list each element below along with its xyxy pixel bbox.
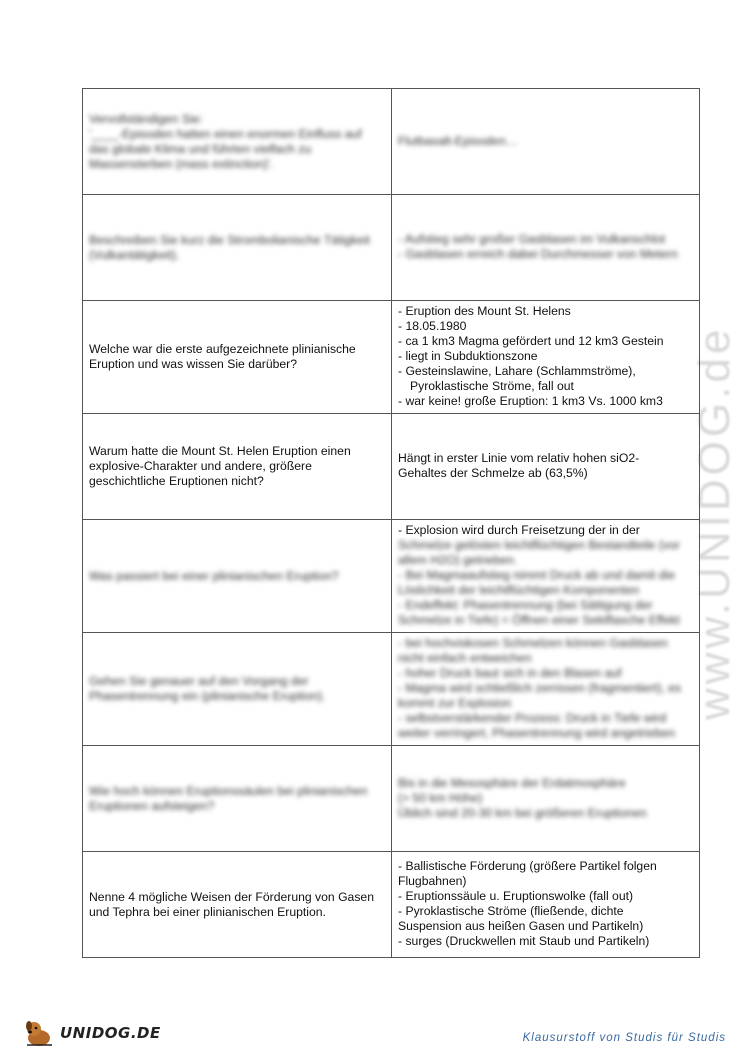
question-cell [83,414,392,520]
question-line: explosive-Charakter und andere, größere [89,459,312,473]
question-line: Beschreiben Sie kurz die Strombolianische Tätigkeit [89,232,370,247]
unidog-logo[interactable] [22,1018,161,1048]
answer-line: - war keine! große Eruption: 1 km3 Vs. 1000 km3 [398,394,663,408]
card-row [83,520,700,633]
logo-text: UNIDOG.DE [60,1024,161,1042]
answer-line: - Ballistische Förderung (größere Partikel folgen [398,859,657,873]
answer-line: Schmelze gelösten leichtflüchtigen Bestandteile (vor [398,538,680,552]
card-row [83,852,700,958]
answer-line: - Aufstieg sehr großer Gasblasen im Vulkanschlot [398,232,666,246]
dog-mascot-icon [22,1018,56,1048]
answer-line: allem H2O) getrieben. [398,553,518,567]
question-cell [83,852,392,958]
question-line: Warum hatte die Mount St. Helen Eruption einen [89,444,351,458]
answer-line: - Gesteinslawine, Lahare (Schlammströme), [398,364,636,378]
question-line: Phasentrennung ein (plinianische Eruption). [89,689,326,703]
answer-line: Gehaltes der Schmelze ab (63,5%) [398,466,588,480]
question-line: Massensterben (mass extinction)'. [89,156,274,171]
question-line: Eruptionen aufsteigen? [89,798,215,813]
answer-line: - bei hochviskosen Schmelzen können Gasblasen [398,636,668,650]
question-line: Gehen Sie genauer auf den Vorgang der [89,674,309,688]
question-line: '____-Episoden hatten einen enormen Einfluss auf [89,126,362,141]
question-line: Was passiert bei einer plinianischen Eruption? [89,568,339,583]
answer-line: - Pyroklastische Ströme (fließende, dichte [398,904,624,918]
flashcard-table [82,88,700,958]
question-cell [83,520,392,633]
answer-line: - liegt in Subduktionszone [398,349,538,363]
question-line: Eruption und was wissen Sie darüber? [89,357,297,371]
answer-line: Bis in die Mesosphäre der Erdatmosphäre [398,775,626,790]
answer-cell [392,520,700,633]
answer-line: kommt zur Explosion [398,696,512,710]
question-cell [83,633,392,746]
answer-cell [392,746,700,852]
question-line: Wie hoch können Eruptionssäulen bei plinianischen [89,783,368,798]
answer-line: - selbstverstärkender Prozess: Druck in Tiefe wird [398,711,667,725]
question-line: Welche war die erste aufgezeichnete plinianische [89,342,356,356]
question-cell [83,301,392,414]
question-line: geschichtliche Eruptionen nicht? [89,474,264,488]
card-row [83,195,700,301]
answer-line: - surges (Druckwellen mit Staub und Partikeln) [398,934,650,948]
answer-line: - Bei Magmaaufstieg nimmt Druck ab und damit die [398,568,676,582]
answer-line: weiter verringert, Phasentrennung wird angetrieben [398,726,676,740]
answer-line: Flutbasalt-Episoden… [398,133,518,148]
answer-line: Suspension aus heißen Gasen und Partikeln) [398,919,644,933]
answer-line: - Gasblasen erreich dabei Durchmesser von Metern [398,247,678,261]
question-line: (Vulkantätigkeit). [89,247,180,262]
answer-line: - hoher Druck baut sich in den Blasen auf [398,666,622,680]
answer-cell [392,414,700,520]
answer-line: Pyroklastische Ströme, fall out [410,379,574,393]
card-row [83,301,700,414]
answer-line: - Eruption des Mount St. Helens [398,304,571,318]
card-row [83,633,700,746]
question-cell [83,746,392,852]
question-line: Vervollständigen Sie: [89,111,203,126]
footer-tagline: Klausurstoff von Studis für Studis [522,1032,726,1044]
question-line: das globale Klima und führten vielfach zu [89,141,312,156]
answer-line: nicht einfach entweichen [398,651,532,665]
answer-line: Schmelze in Tiefe) = Öffnen einer Sektflasche Effekt [398,613,680,627]
card-row [83,746,700,852]
answer-line: (> 50 km Höhe) [398,790,483,805]
card-row [83,89,700,195]
answer-line: - Magma wird schließlich zerrissen (fragmentiert), es [398,681,682,695]
question-line: und Tephra bei einer plinianischen Eruption. [89,904,326,919]
answer-line: Löslichkeit der leichtflüchtigen Komponenten [398,583,640,597]
answer-cell [392,852,700,958]
answer-line: Üblich sind 20-30 km bei größeren Eruptionen [398,805,647,820]
answer-cell [392,633,700,746]
answer-line: - ca 1 km3 Magma gefördert und 12 km3 Gestein [398,334,664,348]
question-cell [83,195,392,301]
watermark: www.UNIDOG.de [690,325,739,720]
answer-cell [392,301,700,414]
answer-line: Flugbahnen) [398,874,467,888]
question-cell [83,89,392,195]
answer-line: - Eruptionssäule u. Eruptionswolke (fall out) [398,889,634,903]
answer-cell [392,195,700,301]
answer-cell [392,89,700,195]
card-row [83,414,700,520]
question-line: Nenne 4 mögliche Weisen der Förderung von Gasen [89,889,374,904]
answer-line: Hängt in erster Linie vom relativ hohen siO2- [398,451,640,465]
answer-line: - Explosion wird durch Freisetzung der in der [398,523,640,537]
answer-line: - Endeffekt: Phasentrennung (bei Sättigung der [398,598,653,612]
answer-line: - 18.05.1980 [398,319,467,333]
